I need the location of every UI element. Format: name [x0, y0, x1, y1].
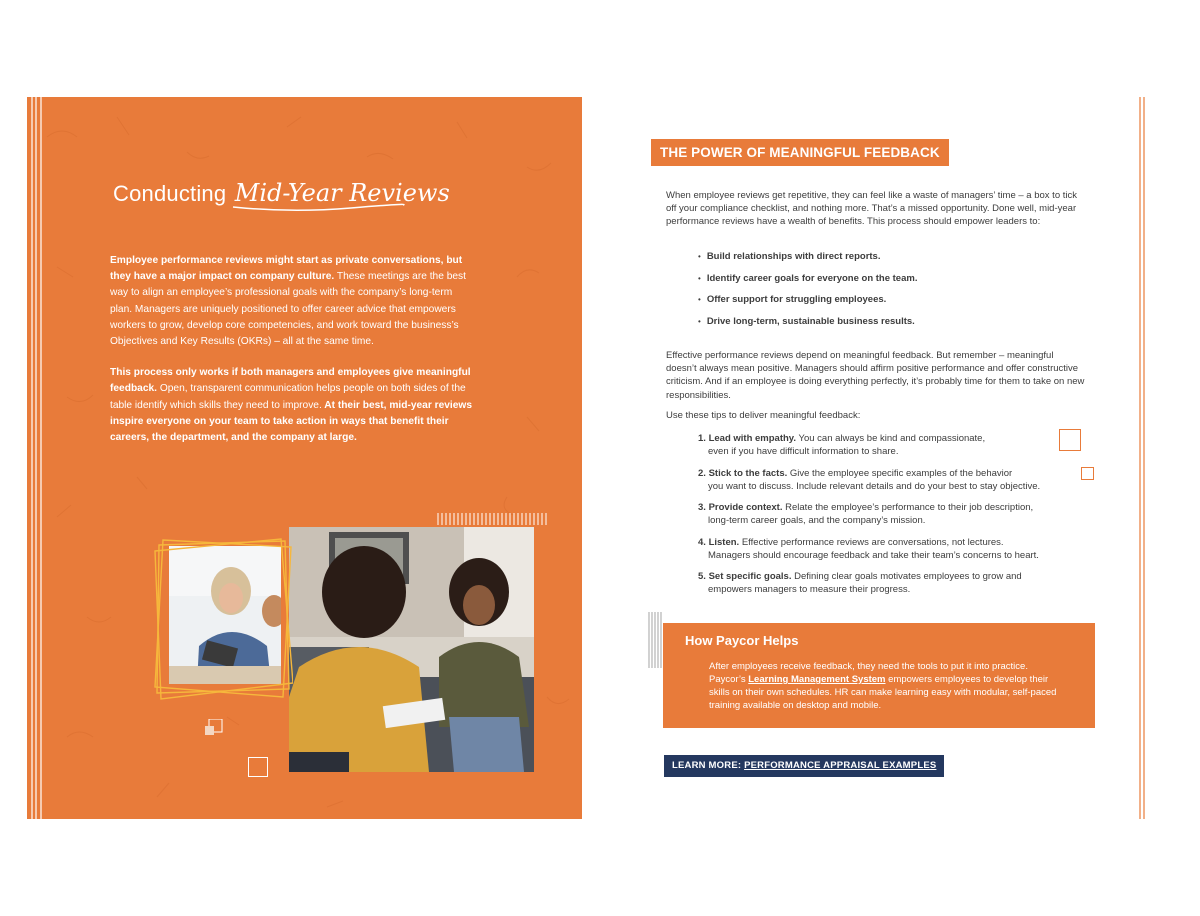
list-item: • Build relationships with direct reports.: [698, 250, 917, 272]
p1-bold: Employee performance reviews might start as private conversations, but they have a major impact on company culture.: [110, 255, 463, 283]
tip-number: 3.: [698, 502, 706, 513]
tip-text: Relate the employee’s performance to their job description,: [782, 502, 1034, 513]
tip-text: Effective performance reviews are conversations, not lectures.: [739, 536, 1004, 548]
tips-intro: Use these tips to deliver meaningful feedback:: [666, 410, 861, 421]
list-item: • Identify career goals for everyone on the team.: [698, 272, 917, 294]
tip-item: [698, 432, 1048, 467]
tip-text-line2: Managers should encourage feedback and take their team’s concerns to heart.: [708, 549, 1039, 561]
tip-number: 1.: [698, 433, 706, 444]
title-script-text: Mid-Year Reviews: [234, 179, 450, 207]
photo-two-women-talking: [289, 527, 534, 772]
tip-title: Listen.: [708, 536, 740, 548]
left-page: [27, 97, 582, 819]
tip-item: [698, 467, 1048, 502]
p2-bold: This process only works if both managers and employees give meaningful feedback.: [110, 367, 471, 395]
left-body-text: [110, 253, 472, 461]
tip-title: Stick to the facts.: [708, 467, 788, 479]
tip-number: 5.: [698, 571, 706, 582]
tip-number: 2.: [698, 467, 706, 479]
list-item: • Offer support for struggling employees.: [698, 293, 917, 315]
tip-item: [698, 501, 1048, 536]
tip-text-line2: empowers managers to measure their progress.: [708, 584, 911, 596]
intro-paragraph: When employee reviews get repetitive, they can feel like a waste of managers’ time – a box to tick off your compliance checklist, and nothing more. That’s a missed opportunity. Done well, mid-year performance reviews have a wealth of benefits. This process should empower leaders to:: [666, 190, 1077, 228]
help-text-p2a: Paycor’s: [709, 674, 749, 686]
tip-text: You can always be kind and compassionate,: [796, 433, 986, 444]
learn-more-button[interactable]: [664, 755, 944, 777]
lms-link[interactable]: Learning Management System: [748, 674, 886, 686]
page-title: [113, 179, 450, 207]
tip-item: [698, 536, 1048, 571]
square-decoration-large: [1059, 429, 1081, 451]
tips-list: [698, 432, 1048, 605]
square-outline: [248, 757, 268, 777]
tip-text: Give the employee specific examples of the behavior: [787, 467, 1013, 479]
tip-text-line2: you want to discuss. Include relevant details and do your best to stay objective.: [708, 480, 1041, 492]
help-text-p2b: empowers employees to develop their skills on their own schedules. HR can make learning easy with modular, self-paced training available on desktop and mobile.: [709, 674, 1057, 712]
scribble-frame: [153, 537, 293, 707]
tip-title: Set specific goals.: [708, 571, 792, 582]
left-paragraph-2: [110, 365, 472, 446]
tip-text-line2: even if you have difficult information to share.: [708, 446, 899, 458]
left-paragraph-1: [110, 253, 472, 350]
tip-title: Provide context.: [708, 502, 783, 513]
section-header: THE POWER OF MEANINGFUL FEEDBACK: [651, 139, 949, 166]
p2-mid: Open, transparent communication helps people on both sides of the table identify which skills they need to improve.: [110, 383, 466, 411]
feedback-paragraph: Effective performance reviews depend on meaningful feedback. But remember – meaningful doesn’t always mean positive. Managers should affirm positive performance and offer constructive criticism. And if an employee is doing everything perfectly, it’s probably time for them to take on new responsibilities.: [666, 350, 1085, 401]
tip-number: 4.: [698, 536, 706, 548]
help-title: How Paycor Helps: [685, 633, 799, 648]
title-underline: [231, 201, 406, 215]
help-text-p1: After employees receive feedback, they need the tools to put it into practice.: [709, 661, 1028, 672]
how-paycor-helps-box: [663, 623, 1095, 728]
right-border-lines: [1137, 97, 1151, 819]
list-item: • Drive long-term, sustainable business results.: [698, 315, 917, 337]
learn-more-link[interactable]: PERFORMANCE APPRAISAL EXAMPLES: [744, 760, 937, 771]
tip-text: Defining clear goals motivates employees to grow and: [791, 571, 1022, 582]
learn-more-label: LEARN MORE:: [672, 760, 745, 771]
square-decoration-small: [1081, 467, 1094, 480]
border-lines: [27, 97, 47, 819]
p1-rest: These meetings are the best way to align an employee’s professional goals with the company’s long-term plan. Managers are uniquely positioned to offer career advice that empowers workers to grow, develop core competencies, and work toward the business’s Objectives and Key Results (OKRs) – all at the same time.: [110, 271, 466, 348]
help-text: [709, 660, 1069, 712]
square-decoration: [203, 719, 225, 741]
tip-title: Lead with empathy.: [708, 433, 797, 444]
p2-bold2: At their best, mid-year reviews inspire everyone on your team to take action in ways that benefit their careers, the department, and the company at large.: [110, 399, 473, 444]
title-mid-year-reviews: [235, 179, 450, 207]
hatch-decoration: [436, 511, 552, 527]
title-conducting: Conducting: [113, 181, 227, 206]
tip-item: [698, 570, 1048, 605]
photo-main-illustration: [289, 527, 534, 772]
grey-hatch-decoration: [648, 612, 662, 668]
benefits-list: [698, 250, 917, 336]
tip-text-line2: long-term career goals, and the company’s mission.: [708, 515, 926, 527]
